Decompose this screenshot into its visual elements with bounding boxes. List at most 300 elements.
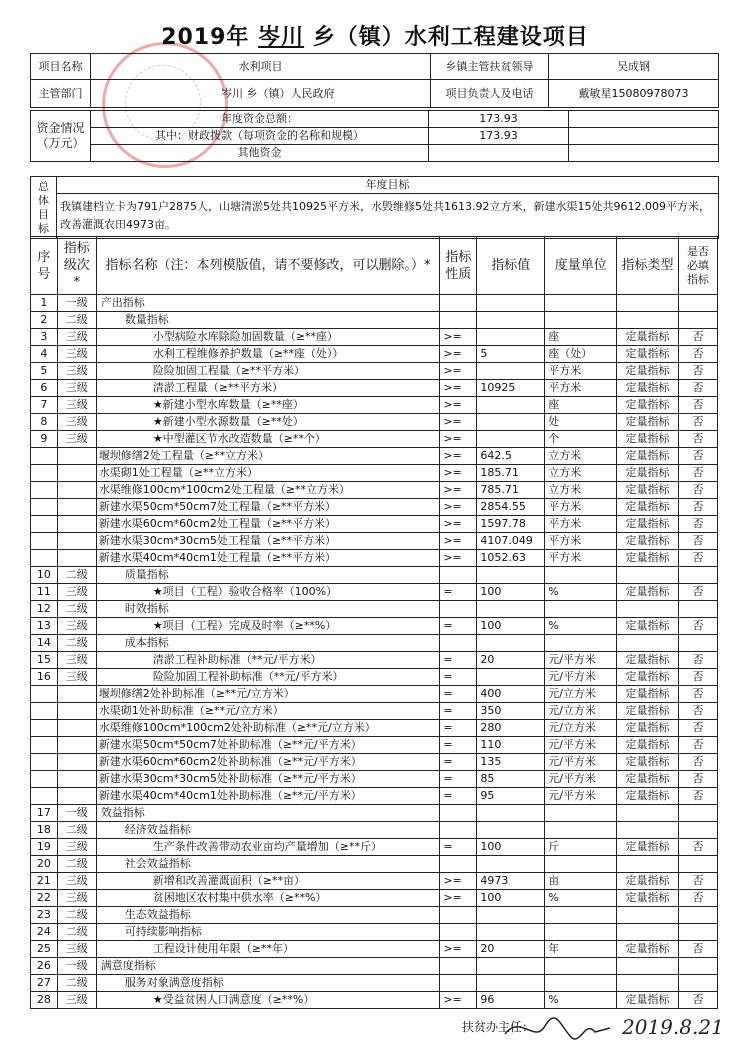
row-indicator-name: 水渠砌1处补助标准（≥**元/立方米）	[96, 703, 440, 720]
row-level	[57, 465, 96, 482]
row-value	[477, 975, 545, 992]
row-index	[31, 533, 58, 550]
table-row	[31, 975, 718, 992]
row-value: 642.5	[477, 448, 545, 465]
table-row	[31, 958, 718, 975]
row-required: 否	[678, 584, 717, 601]
row-value: 785.71	[477, 482, 545, 499]
row-level: 二级	[57, 601, 96, 618]
row-unit: 亩	[545, 873, 617, 890]
row-unit: 斤	[545, 839, 617, 856]
row-index	[31, 516, 58, 533]
row-nature: =	[440, 618, 477, 635]
row-level: 三级	[57, 329, 96, 346]
row-index: 10	[31, 567, 58, 584]
header-value: 指标值	[477, 237, 545, 295]
row-index: 20	[31, 856, 58, 873]
row-index: 8	[31, 414, 58, 431]
row-required: 否	[678, 465, 717, 482]
row-index: 14	[31, 635, 58, 652]
row-unit: 平方米	[545, 533, 617, 550]
funds-table	[30, 110, 719, 162]
row-value: 20	[477, 941, 545, 958]
row-nature: =	[440, 737, 477, 754]
row-index: 15	[31, 652, 58, 669]
row-level: 二级	[57, 312, 96, 329]
row-index	[31, 720, 58, 737]
row-level: 三级	[57, 652, 96, 669]
row-nature	[440, 567, 477, 584]
row-nature: >=	[440, 414, 477, 431]
row-level: 二级	[57, 856, 96, 873]
row-indicator-name: 社会效益指标	[96, 856, 440, 873]
row-index: 23	[31, 907, 58, 924]
row-nature: >=	[440, 363, 477, 380]
row-unit: 平方米	[545, 550, 617, 567]
row-indicator-name: 经济效益指标	[96, 822, 440, 839]
header-unit: 度量单位	[545, 237, 617, 295]
row-level: 三级	[57, 584, 96, 601]
row-required: 否	[678, 839, 717, 856]
row-type	[617, 295, 679, 312]
row-indicator-name: 新建水渠50cm*50cm7处补助标准（≥**元/平方米）	[96, 737, 440, 754]
row-unit	[545, 805, 617, 822]
row-nature	[440, 856, 477, 873]
row-level	[57, 686, 96, 703]
row-level: 二级	[57, 567, 96, 584]
row-index	[31, 465, 58, 482]
row-nature	[440, 312, 477, 329]
row-value: 1597.78	[477, 516, 545, 533]
total-value: 173.93	[429, 111, 569, 128]
row-unit: 立方米	[545, 465, 617, 482]
row-level: 三级	[57, 618, 96, 635]
row-value	[477, 907, 545, 924]
row-value: 280	[477, 720, 545, 737]
row-type	[617, 975, 679, 992]
table-row	[31, 652, 718, 669]
row-indicator-name: ★项目（工程）完成及时率（≥**%）	[96, 618, 440, 635]
row-value	[477, 856, 545, 873]
row-type: 定量指标	[617, 550, 679, 567]
table-row	[31, 448, 718, 465]
row-nature	[440, 601, 477, 618]
row-unit: %	[545, 890, 617, 907]
row-unit: %	[545, 618, 617, 635]
row-value	[477, 635, 545, 652]
row-indicator-name: 质量指标	[96, 567, 440, 584]
row-value	[477, 431, 545, 448]
row-unit: 年	[545, 941, 617, 958]
row-nature: =	[440, 669, 477, 686]
row-indicator-name: 新建水渠60cm*60cm2处工程量（≥**平方米）	[96, 516, 440, 533]
title-place: 岑川	[258, 25, 305, 50]
row-required: 否	[678, 737, 717, 754]
row-indicator-name: 险险加固工程量（≥**平方米）	[96, 363, 440, 380]
row-unit	[545, 635, 617, 652]
row-required: 否	[678, 346, 717, 363]
row-index: 12	[31, 601, 58, 618]
row-indicator-name: 新建水渠30cm*30cm5处工程量（≥**平方米）	[96, 533, 440, 550]
row-unit: 元/平方米	[545, 771, 617, 788]
goal-table	[30, 176, 719, 239]
row-index: 25	[31, 941, 58, 958]
row-value	[477, 295, 545, 312]
row-value	[477, 805, 545, 822]
row-required	[678, 805, 717, 822]
row-value	[477, 363, 545, 380]
row-level: 一级	[57, 805, 96, 822]
row-required: 否	[678, 380, 717, 397]
table-row	[31, 499, 718, 516]
row-unit: 平方米	[545, 380, 617, 397]
row-unit: %	[545, 584, 617, 601]
row-unit: 元/立方米	[545, 720, 617, 737]
row-type: 定量指标	[617, 686, 679, 703]
row-required: 否	[678, 720, 717, 737]
table-row	[31, 414, 718, 431]
footer-label: 扶贫办主任：	[462, 1020, 535, 1034]
row-unit: 元/平方米	[545, 669, 617, 686]
row-index: 17	[31, 805, 58, 822]
table-row	[31, 890, 718, 907]
project-info-table	[30, 53, 719, 108]
row-nature: =	[440, 788, 477, 805]
table-row	[31, 550, 718, 567]
row-index: 3	[31, 329, 58, 346]
row-nature	[440, 924, 477, 941]
row-value	[477, 669, 545, 686]
row-indicator-name: ★受益贫困人口满意度（≥**%）	[96, 992, 440, 1009]
row-nature: >=	[440, 346, 477, 363]
table-row	[31, 329, 718, 346]
row-nature: >=	[440, 890, 477, 907]
row-unit: 立方米	[545, 482, 617, 499]
row-unit: 平方米	[545, 516, 617, 533]
row-indicator-name: ★中型灌区节水改造数量（≥**个）	[96, 431, 440, 448]
row-required	[678, 567, 717, 584]
project-name-value: 水利项目	[91, 54, 431, 80]
row-index: 5	[31, 363, 58, 380]
overall-goal-label: 总体目标	[31, 177, 57, 239]
row-type	[617, 805, 679, 822]
leader-label: 乡镇主管扶贫领导	[431, 54, 549, 80]
row-unit: 平方米	[545, 363, 617, 380]
row-indicator-name: ★项目（工程）验收合格率（100%）	[96, 584, 440, 601]
table-row	[31, 516, 718, 533]
row-indicator-name: 新建水渠40cm*40cm1处补助标准（≥**元/平方米）	[96, 788, 440, 805]
table-row	[31, 924, 718, 941]
row-unit: 元/平方米	[545, 652, 617, 669]
table-row	[31, 635, 718, 652]
row-nature	[440, 822, 477, 839]
row-indicator-name: 水渠维修100cm*100cm2处工程量（≥**立方米）	[96, 482, 440, 499]
row-indicator-name: 清淤工程量（≥**平方米）	[96, 380, 440, 397]
row-required: 否	[678, 890, 717, 907]
contact-label: 项目负责人及电话	[431, 80, 549, 108]
title-rest: 乡（镇）水利工程建设项目	[312, 25, 589, 50]
table-row	[31, 788, 718, 805]
row-level: 二级	[57, 822, 96, 839]
row-index: 19	[31, 839, 58, 856]
indicator-table	[30, 236, 718, 1009]
row-nature: =	[440, 771, 477, 788]
row-level	[57, 448, 96, 465]
row-required: 否	[678, 482, 717, 499]
row-type: 定量指标	[617, 431, 679, 448]
row-index: 22	[31, 890, 58, 907]
finance-value: 173.93	[429, 128, 569, 145]
row-type: 定量指标	[617, 720, 679, 737]
row-nature: >=	[440, 465, 477, 482]
table-row	[31, 397, 718, 414]
row-level: 三级	[57, 890, 96, 907]
row-type: 定量指标	[617, 363, 679, 380]
row-value: 350	[477, 703, 545, 720]
row-level	[57, 499, 96, 516]
row-value	[477, 312, 545, 329]
header-indicator-name: 指标名称（注：本列模版值，请不要修改，可以删除。）*	[96, 237, 440, 295]
row-nature: >=	[440, 550, 477, 567]
row-nature: =	[440, 584, 477, 601]
row-required	[678, 958, 717, 975]
funds-label: 资金情况（万元）	[31, 111, 91, 162]
row-required: 否	[678, 686, 717, 703]
row-required: 否	[678, 771, 717, 788]
table-row	[31, 669, 718, 686]
dept-value: 岑川 乡（镇）人民政府	[91, 80, 431, 108]
row-nature: >=	[440, 380, 477, 397]
row-nature	[440, 907, 477, 924]
row-indicator-name: 成本指标	[96, 635, 440, 652]
row-nature	[440, 975, 477, 992]
row-type: 定量指标	[617, 448, 679, 465]
row-value: 1052.63	[477, 550, 545, 567]
row-type: 定量指标	[617, 397, 679, 414]
row-nature: >=	[440, 482, 477, 499]
row-type: 定量指标	[617, 499, 679, 516]
row-nature: >=	[440, 329, 477, 346]
row-level: 二级	[57, 907, 96, 924]
row-unit	[545, 601, 617, 618]
row-required	[678, 295, 717, 312]
row-type: 定量指标	[617, 380, 679, 397]
row-unit: 元/平方米	[545, 754, 617, 771]
row-value: 4107.049	[477, 533, 545, 550]
row-type	[617, 635, 679, 652]
row-required: 否	[678, 873, 717, 890]
table-row	[31, 380, 718, 397]
row-level: 二级	[57, 635, 96, 652]
table-row	[31, 720, 718, 737]
row-indicator-name: 水渠维修100cm*100cm2处补助标准（≥**元/立方米）	[96, 720, 440, 737]
row-unit	[545, 924, 617, 941]
table-row	[31, 312, 718, 329]
row-index	[31, 754, 58, 771]
finance-label: 其中：财政拨款（每项资金的名称和规模）	[91, 128, 429, 145]
table-row	[31, 533, 718, 550]
table-row	[31, 703, 718, 720]
row-required: 否	[678, 363, 717, 380]
row-required	[678, 924, 717, 941]
row-type	[617, 601, 679, 618]
row-level	[57, 754, 96, 771]
row-value	[477, 958, 545, 975]
row-nature: >=	[440, 448, 477, 465]
row-type: 定量指标	[617, 737, 679, 754]
row-required: 否	[678, 448, 717, 465]
row-index: 2	[31, 312, 58, 329]
row-required: 否	[678, 618, 717, 635]
row-index	[31, 482, 58, 499]
header-index: 序号	[31, 237, 58, 295]
row-unit: 个	[545, 431, 617, 448]
row-indicator-name: 堰坝修缮2处补助标准（≥**元/立方米）	[96, 686, 440, 703]
row-type: 定量指标	[617, 839, 679, 856]
row-level: 一级	[57, 295, 96, 312]
row-value: 95	[477, 788, 545, 805]
row-value: 20	[477, 652, 545, 669]
row-nature	[440, 958, 477, 975]
row-indicator-name: 清淤工程补助标准（**元/平方米）	[96, 652, 440, 669]
row-index	[31, 703, 58, 720]
row-required: 否	[678, 550, 717, 567]
table-row	[31, 907, 718, 924]
row-value: 110	[477, 737, 545, 754]
row-index: 11	[31, 584, 58, 601]
row-level: 三级	[57, 839, 96, 856]
row-unit	[545, 958, 617, 975]
row-type: 定量指标	[617, 669, 679, 686]
row-value: 5	[477, 346, 545, 363]
row-unit: 元/立方米	[545, 703, 617, 720]
row-indicator-name: 新建水渠40cm*40cm1处工程量（≥**平方米）	[96, 550, 440, 567]
dept-label: 主管部门	[31, 80, 91, 108]
row-value	[477, 822, 545, 839]
table-row	[31, 941, 718, 958]
row-level	[57, 482, 96, 499]
row-required	[678, 601, 717, 618]
row-value: 135	[477, 754, 545, 771]
row-value	[477, 414, 545, 431]
row-index: 18	[31, 822, 58, 839]
row-index	[31, 788, 58, 805]
row-indicator-name: 新建水渠60cm*60cm2处补助标准（≥**元/平方米）	[96, 754, 440, 771]
row-level: 三级	[57, 992, 96, 1009]
row-level: 三级	[57, 941, 96, 958]
row-indicator-name: 满意度指标	[96, 958, 440, 975]
row-nature: >=	[440, 397, 477, 414]
row-required	[678, 907, 717, 924]
row-index: 24	[31, 924, 58, 941]
row-level	[57, 516, 96, 533]
row-index	[31, 737, 58, 754]
row-required	[678, 856, 717, 873]
row-level: 二级	[57, 924, 96, 941]
row-indicator-name: 服务对象满意度指标	[96, 975, 440, 992]
row-nature: >=	[440, 516, 477, 533]
row-type: 定量指标	[617, 346, 679, 363]
row-unit: 处	[545, 414, 617, 431]
header-level: 指标级次*	[57, 237, 96, 295]
row-required: 否	[678, 669, 717, 686]
row-value: 85	[477, 771, 545, 788]
row-type: 定量指标	[617, 329, 679, 346]
row-required: 否	[678, 414, 717, 431]
row-value: 10925	[477, 380, 545, 397]
table-row	[31, 873, 718, 890]
row-level: 三级	[57, 431, 96, 448]
row-unit: 座	[545, 329, 617, 346]
row-index	[31, 771, 58, 788]
row-unit	[545, 822, 617, 839]
row-indicator-name: ★新建小型水库数量（≥**座）	[96, 397, 440, 414]
row-nature: =	[440, 720, 477, 737]
row-level	[57, 737, 96, 754]
row-required: 否	[678, 703, 717, 720]
header-type: 指标类型	[617, 237, 679, 295]
row-index: 26	[31, 958, 58, 975]
row-type: 定量指标	[617, 465, 679, 482]
row-unit: %	[545, 992, 617, 1009]
row-indicator-name: 水渠砌1处工程量（≥**立方米）	[96, 465, 440, 482]
row-type: 定量指标	[617, 890, 679, 907]
row-level: 三级	[57, 346, 96, 363]
row-type: 定量指标	[617, 652, 679, 669]
row-required	[678, 312, 717, 329]
row-required	[678, 635, 717, 652]
row-indicator-name: 新增和改善灌溉面积（≥**亩）	[96, 873, 440, 890]
row-value: 4973	[477, 873, 545, 890]
row-unit: 元/平方米	[545, 788, 617, 805]
total-label: 年度资金总额：	[91, 111, 429, 128]
row-level: 三级	[57, 380, 96, 397]
row-indicator-name: 堰坝修缮2处工程量（≥**立方米）	[96, 448, 440, 465]
row-index: 9	[31, 431, 58, 448]
row-indicator-name: 新建水渠30cm*30cm5处补助标准（≥**元/平方米）	[96, 771, 440, 788]
table-row	[31, 431, 718, 448]
row-required: 否	[678, 499, 717, 516]
table-row	[31, 686, 718, 703]
row-level: 三级	[57, 363, 96, 380]
row-indicator-name: 效益指标	[96, 805, 440, 822]
table-row	[31, 822, 718, 839]
header-required: 是否必填指标	[678, 237, 717, 295]
row-nature: >=	[440, 431, 477, 448]
row-indicator-name: 险险加固工程补助标准（**元/平方米）	[96, 669, 440, 686]
row-indicator-name: 水利工程维修养护数量（≥**座（处））	[96, 346, 440, 363]
row-index: 16	[31, 669, 58, 686]
row-type	[617, 924, 679, 941]
row-unit	[545, 975, 617, 992]
row-type: 定量指标	[617, 584, 679, 601]
table-row	[31, 737, 718, 754]
row-value: 100	[477, 584, 545, 601]
row-nature: =	[440, 652, 477, 669]
row-unit: 座	[545, 397, 617, 414]
row-level: 二级	[57, 975, 96, 992]
table-row	[31, 346, 718, 363]
row-level: 三级	[57, 669, 96, 686]
row-required: 否	[678, 992, 717, 1009]
row-type: 定量指标	[617, 618, 679, 635]
row-value: 2854.55	[477, 499, 545, 516]
table-row	[31, 771, 718, 788]
row-value	[477, 601, 545, 618]
row-level	[57, 703, 96, 720]
row-index	[31, 448, 58, 465]
row-level	[57, 720, 96, 737]
